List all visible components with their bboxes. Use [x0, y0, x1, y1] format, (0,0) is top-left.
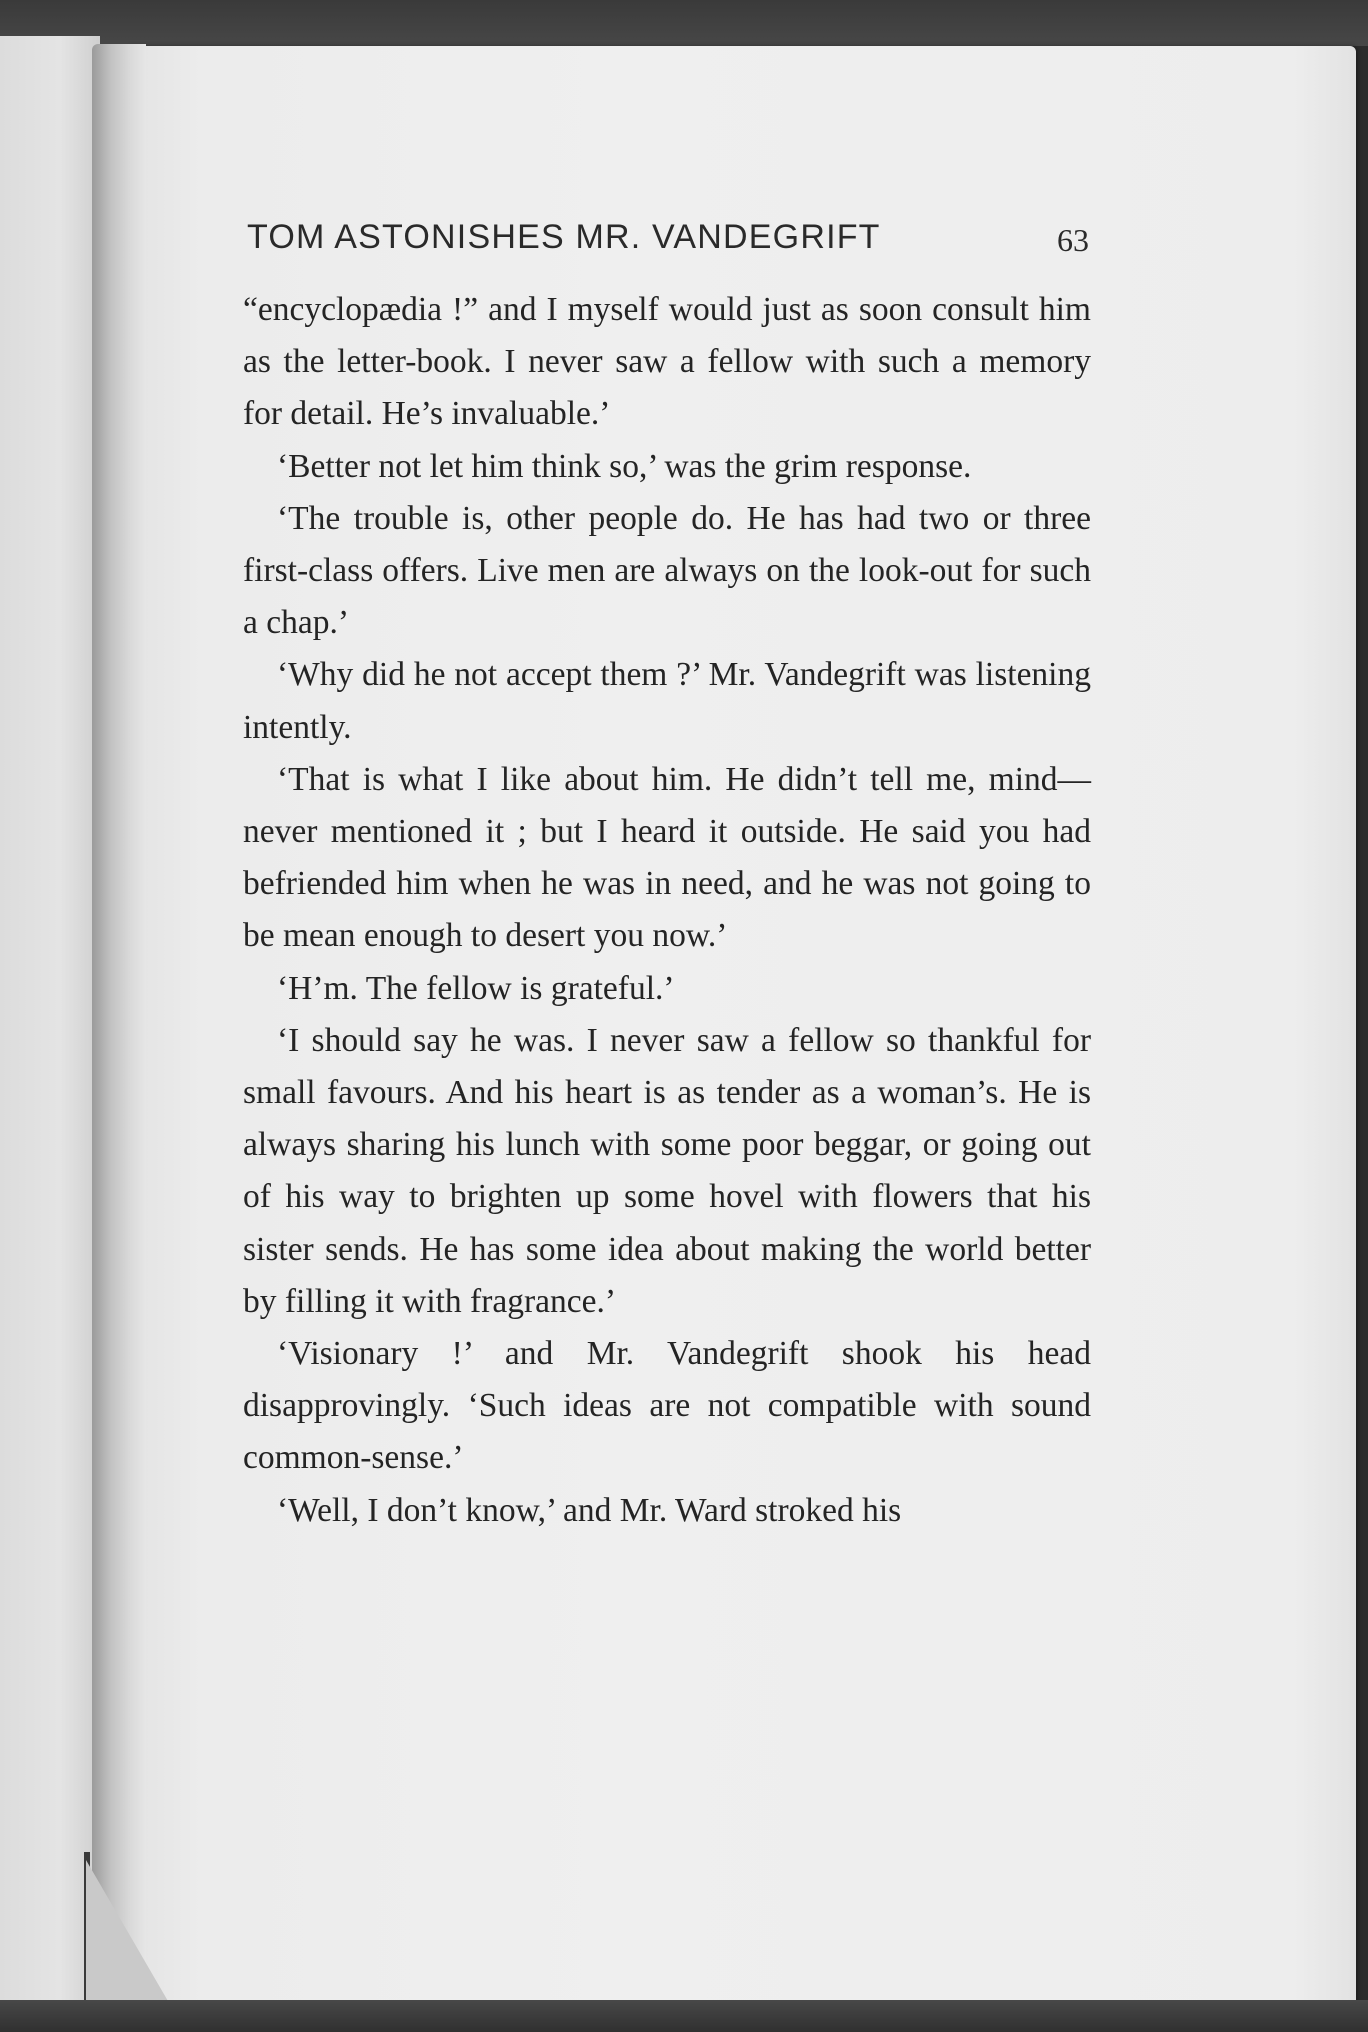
paragraph: ‘Visionary !’ and Mr. Vandegrift shook his head disapprovingly. ‘Such ideas are not compatible with sound common-sense.’ — [243, 1335, 1091, 1477]
paragraph: ‘Better not let him think so,’ was the grim response. — [277, 447, 972, 485]
paragraph: ‘The trouble is, other people do. He has had two or three first-class offers. Live men are always on the look-out for such a chap.’ — [243, 499, 1091, 642]
body-text — [243, 284, 1091, 1537]
scanner-background-bottom — [0, 2000, 1368, 2032]
paragraph: ‘That is what I like about him. He didn’t tell me, mind—never mentioned it ; but I heard it outside. He said you had befriended him when he was in need, and he was not going to be mean enough to desert you now.’ — [243, 760, 1091, 955]
paragraph: “encyclopædia !” and I myself would just as soon consult him as the letter-book. I never saw a fellow with such a memory for detail. He’s invaluable.’ — [243, 291, 1091, 433]
scanner-background-top — [0, 0, 1368, 46]
paragraph: ‘I should say he was. I never saw a fellow so thankful for small favours. And his heart is as tender as a woman’s. He is always sharing his lunch with some poor beggar, or going out of his way to brighten up some hovel with flowers that his sister sends. He has some idea about making the world better by filling it with fragrance.’ — [243, 1021, 1091, 1320]
page-number: 63 — [1057, 222, 1089, 258]
paragraph: ‘Well, I don’t know,’ and Mr. Ward stroked his — [277, 1491, 902, 1529]
book-page-content — [243, 200, 1091, 1537]
folded-page-corner — [86, 1860, 172, 2008]
running-head-title: TOM ASTONISHES MR. VANDEGRIFT — [247, 218, 881, 256]
running-head — [243, 200, 1091, 284]
paragraph: ‘H’m. The fellow is grateful.’ — [277, 969, 675, 1007]
book-gutter-shadow — [92, 44, 146, 2004]
facing-page-edge — [0, 36, 100, 2006]
paragraph: ‘Why did he not accept them ?’ Mr. Vandegrift was listening intently. — [243, 656, 1091, 746]
